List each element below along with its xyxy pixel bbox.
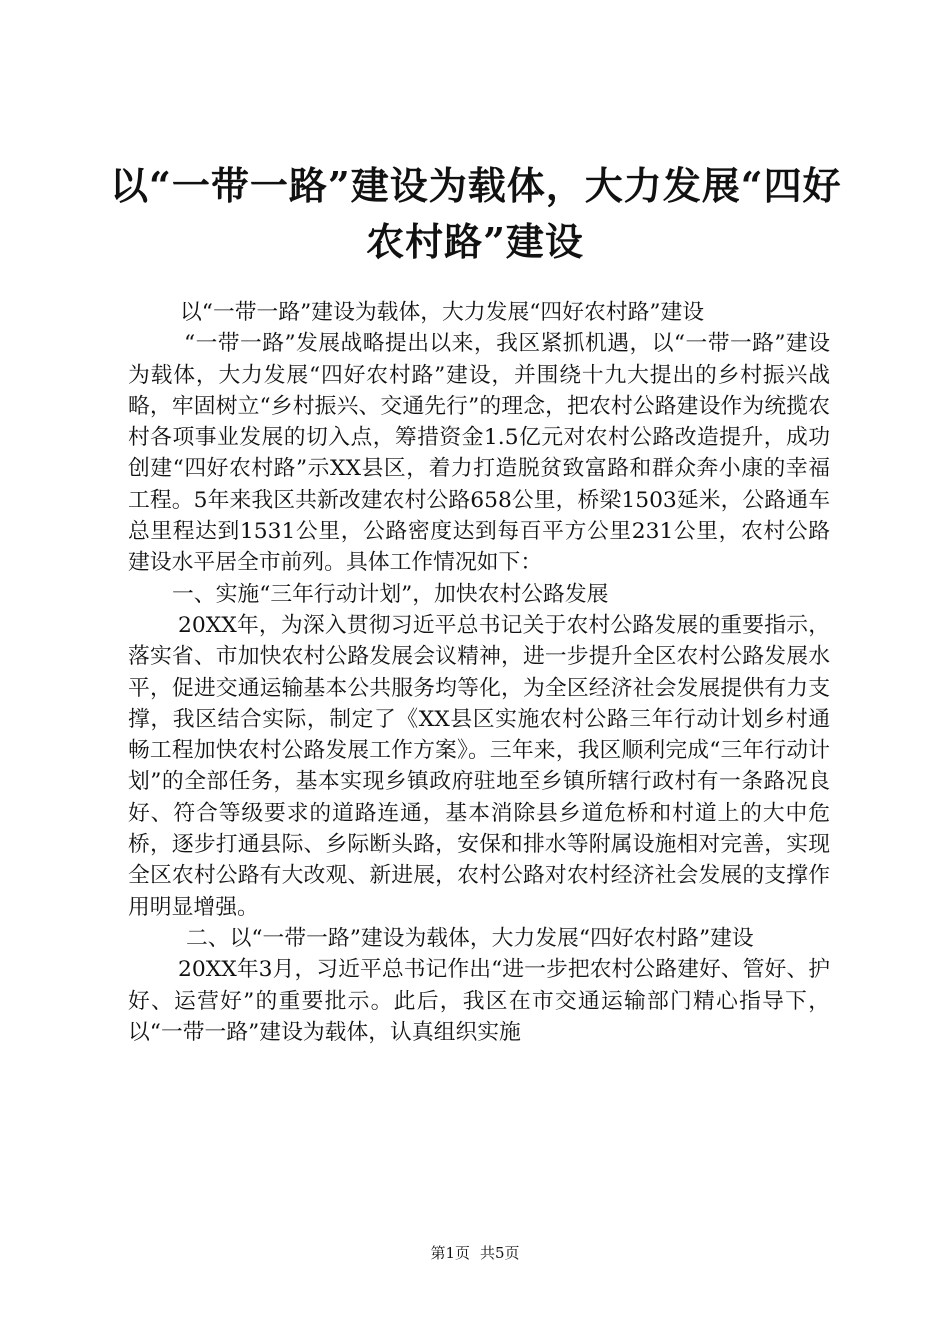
body-paragraph-section-1: 20XX年，为深入贯彻习近平总书记关于农村公路发展的重要指示，落实省、市加快农村公路发展会议精神，进一步提升全区农村公路发展水平，促进交通运输基本公共服务均等化，为全区经济社会发展提供有力支撑，我区结合实际，制定了《XX县区实施农村公路三年行动计划乡村通畅工程加快农村公路发展工作方案》。三年来，我区顺利完成“三年行动计划”的全部任务，基本实现乡镇政府驻地至乡镇所辖行政村有一条路况良好、符合等级要求的道路连通，基本消除县乡道危桥和村道上的大中危桥，逐步打通县际、乡际断头路，安保和排水等附属设施相对完善，实现全区农村公路有大改观、新进展，农村公路对农村经济社会发展的支撑作用明显增强。	[128, 612, 830, 920]
page-number-current: 第1页	[430, 1244, 470, 1262]
body-paragraph-title-repeat: 以“一带一路”建设为载体，大力发展“四好农村路”建设	[180, 300, 705, 325]
document-title-line-1: 以“一带一路”建设为载体，大力发展“四好	[110, 163, 842, 208]
body-paragraph-intro: “一带一路”发展战略提出以来，我区紧抓机遇，以“一带一路”建设为载体，大力发展“四好农村路”建设，并围绕十九大提出的乡村振兴战略，牢固树立“乡村振兴、交通先行”的理念，把农村公路建设作为统揽农村各项事业发展的切入点，筹措资金1.5亿元对农村公路改造提升，成功创建“四好农村路”示XX县区，着力打造脱贫致富路和群众奔小康的幸福工程。5年来我区共新改建农村公路658公里，桥梁1503延米，公路通车总里程达到1531公里，公路密度达到每百平方公里231公里，农村公路建设水平居全市前列。具体工作情况如下：	[128, 331, 830, 576]
section-heading-2: 二、以“一带一路”建设为载体，大力发展“四好农村路”建设	[186, 925, 754, 951]
section-heading-1: 一、实施“三年行动计划”，加快农村公路发展	[172, 581, 609, 607]
document-title-line-2: 农村路”建设	[366, 219, 584, 264]
body-paragraph-section-2: 20XX年3月，习近平总书记作出“进一步把农村公路建好、管好、护好、运营好”的重要批示。此后，我区在市交通运输部门精心指导下，以“一带一路”建设为载体，认真组织实施	[128, 957, 830, 1045]
page-footer	[0, 1243, 950, 1263]
page-number-total: 共5页	[480, 1244, 520, 1262]
document-body	[128, 297, 830, 1048]
